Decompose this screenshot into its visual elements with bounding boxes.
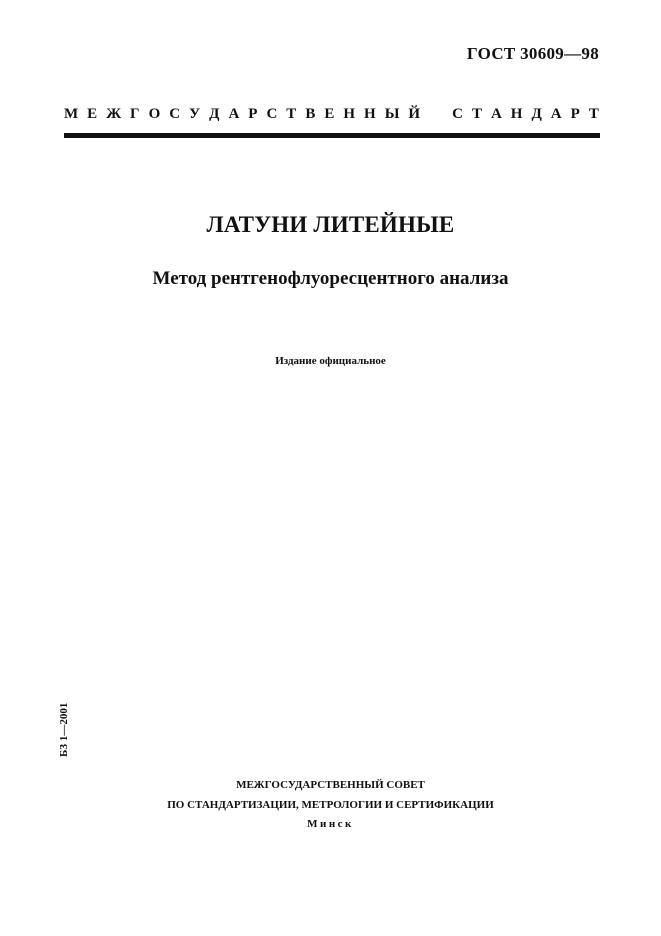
council-line-2: ПО СТАНДАРТИЗАЦИИ, МЕТРОЛОГИИ И СЕРТИФИКАЦИИ <box>167 799 494 811</box>
header-letter: Е <box>324 106 335 122</box>
header-letter: Ж <box>106 106 122 122</box>
header-letter: Т <box>471 106 482 122</box>
header-letter: Е <box>87 106 98 122</box>
header-letter: Ы <box>384 106 400 122</box>
header-letter: С <box>266 106 278 122</box>
document-number: ГОСТ 30609—98 <box>466 44 599 63</box>
header-letter: С <box>452 106 463 122</box>
header-letter: А <box>550 106 562 122</box>
standard-type-header <box>64 105 599 123</box>
header-letter: В <box>305 106 316 122</box>
header-letter: Д <box>209 106 220 122</box>
side-catalog-code: БЗ 1—2001 <box>58 702 70 757</box>
header-letter: С <box>169 106 181 122</box>
council-line-1: МЕЖГОСУДАРСТВЕННЫЙ СОВЕТ <box>236 779 425 791</box>
header-letter: Р <box>248 106 258 122</box>
header-letter: Н <box>510 106 523 122</box>
header-letter: Д <box>531 106 542 122</box>
header-letter: У <box>189 106 201 122</box>
header-letter: Н <box>364 106 376 122</box>
publisher-footer <box>0 775 661 833</box>
header-letter: Р <box>570 106 580 122</box>
header-letter: Г <box>130 106 140 122</box>
header-word-gap <box>429 105 443 123</box>
header-rule <box>64 133 600 138</box>
header-letter: Н <box>343 106 356 122</box>
header-letter: М <box>64 106 79 122</box>
publisher-city: Минск <box>307 818 354 830</box>
header-letter: Т <box>588 106 599 122</box>
header-letter: А <box>490 106 502 122</box>
edition-label: Издание официальное <box>275 355 386 367</box>
header-letter: А <box>228 106 240 122</box>
header-letter: Т <box>286 106 297 122</box>
document-title: ЛАТУНИ ЛИТЕЙНЫЕ <box>206 212 455 237</box>
header-letter: О <box>148 106 161 122</box>
header-letter: Й <box>408 106 421 122</box>
document-subtitle: Метод рентгенофлуоресцентного анализа <box>152 268 509 289</box>
